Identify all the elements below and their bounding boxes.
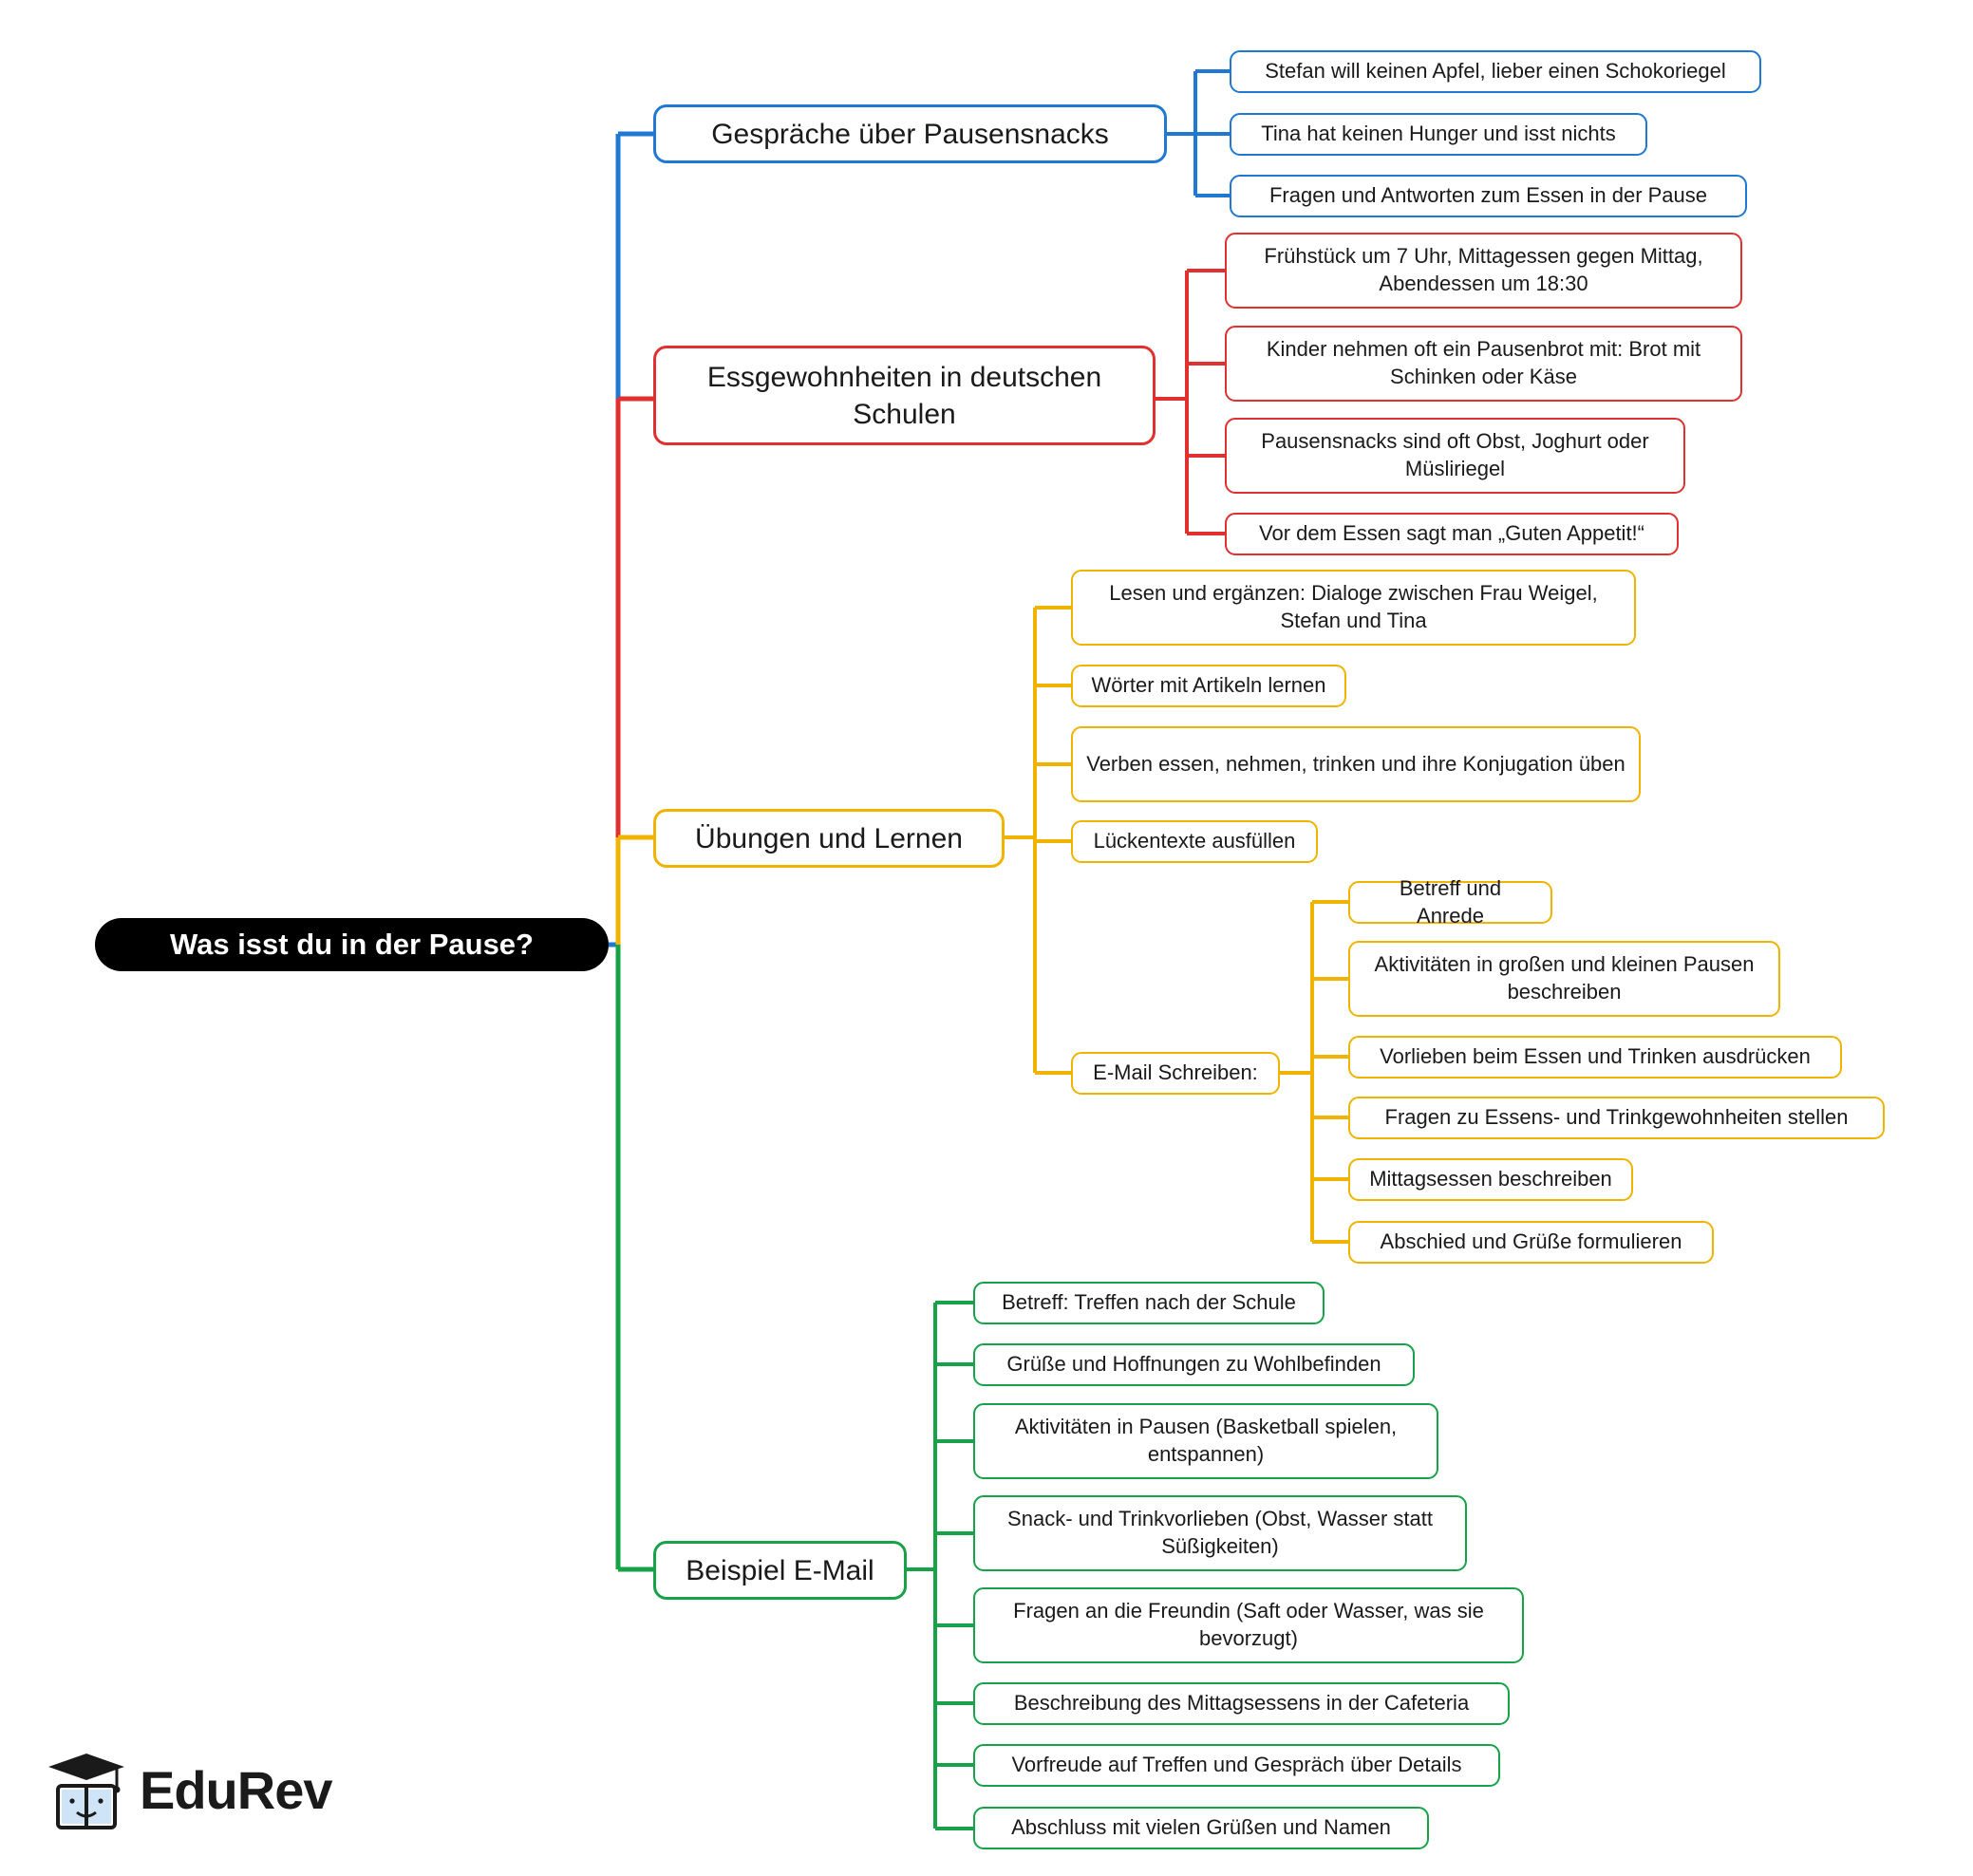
- subleaf-label: Fragen zu Essens- und Trinkgewohnheiten stellen: [1384, 1105, 1849, 1130]
- leaf-label: Fragen an die Freundin (Saft oder Wasser, was sie bevorzugt): [1013, 1599, 1484, 1650]
- subleaf-node[interactable]: [1348, 941, 1780, 1017]
- leaf-label: Kinder nehmen oft ein Pausenbrot mit: Brot mit Schinken oder Käse: [1266, 337, 1701, 388]
- leaf-node[interactable]: [1230, 175, 1747, 217]
- leaf-node[interactable]: [973, 1495, 1467, 1571]
- branch-node-beispiel-email[interactable]: [653, 1541, 907, 1600]
- leaf-label: Tina hat keinen Hunger und isst nichts: [1261, 122, 1616, 146]
- leaf-label: Betreff: Treffen nach der Schule: [1002, 1290, 1296, 1315]
- root-label: Was isst du in der Pause?: [169, 927, 534, 961]
- leaf-node-email-schreiben[interactable]: [1071, 1052, 1280, 1095]
- graduation-cap-book-icon: [43, 1746, 130, 1833]
- leaf-node[interactable]: [1071, 570, 1636, 646]
- subleaf-label: Betreff und Anrede: [1399, 875, 1502, 928]
- leaf-node[interactable]: [1225, 233, 1742, 309]
- leaf-node[interactable]: [973, 1282, 1325, 1324]
- branch-label: Essgewohnheiten in deutschen Schulen: [706, 361, 1102, 430]
- leaf-node[interactable]: [973, 1403, 1438, 1479]
- leaf-label: Wörter mit Artikeln lernen: [1091, 673, 1326, 698]
- leaf-node[interactable]: [1225, 418, 1685, 494]
- subleaf-node[interactable]: [1348, 1036, 1842, 1079]
- subleaf-label: Mittagsessen beschreiben: [1369, 1167, 1612, 1191]
- subleaf-node[interactable]: [1348, 875, 1552, 928]
- branch-node-uebungen[interactable]: [653, 809, 1005, 868]
- branch-label: Übungen und Lernen: [695, 822, 963, 854]
- brand-name: EduRev: [140, 1759, 332, 1820]
- branch-label: Gespräche über Pausensnacks: [711, 118, 1109, 150]
- leaf-node[interactable]: [1225, 326, 1742, 402]
- leaf-label: Verben essen, nehmen, trinken und ihre Konjugation üben: [1086, 751, 1625, 776]
- leaf-label: Snack- und Trinkvorlieben (Obst, Wasser statt Süßigkeiten): [1007, 1507, 1433, 1558]
- leaf-node[interactable]: [973, 1343, 1415, 1386]
- leaf-label: Fragen und Antworten zum Essen in der Pause: [1268, 183, 1708, 208]
- subleaf-node[interactable]: [1348, 1221, 1714, 1264]
- subleaf-node[interactable]: [1348, 1097, 1885, 1139]
- leaf-label: Vor dem Essen sagt man „Guten Appetit!“: [1259, 521, 1644, 546]
- leaf-label: Abschluss mit vielen Grüßen und Namen: [1011, 1815, 1391, 1840]
- leaf-label: Lückentexte ausfüllen: [1093, 829, 1296, 854]
- leaf-label: Grüße und Hoffnungen zu Wohlbefinden: [1006, 1352, 1381, 1377]
- subleaf-label: Abschied und Grüße formulieren: [1380, 1229, 1682, 1254]
- branch-node-essgewohnheiten[interactable]: [653, 346, 1156, 445]
- subleaf-label: Aktivitäten in großen und kleinen Pausen beschreiben: [1374, 952, 1755, 1004]
- leaf-label: Stefan will keinen Apfel, lieber einen Schokoriegel: [1265, 59, 1726, 84]
- leaf-label: E-Mail Schreiben:: [1093, 1060, 1258, 1085]
- edurev-logo: [43, 1737, 404, 1842]
- leaf-label: Beschreibung des Mittagsessens in der Cafeteria: [1013, 1691, 1470, 1716]
- leaf-label: Frühstück um 7 Uhr, Mittagessen gegen Mittag, Abendessen um 18:30: [1264, 244, 1703, 295]
- subleaf-node[interactable]: [1348, 1158, 1633, 1201]
- root-node[interactable]: [95, 918, 609, 971]
- leaf-node[interactable]: [1071, 820, 1318, 863]
- branch-label: Beispiel E-Mail: [686, 1554, 874, 1586]
- leaf-label: Pausensnacks sind oft Obst, Joghurt oder Müsliriegel: [1261, 429, 1649, 480]
- leaf-node[interactable]: [973, 1807, 1429, 1849]
- leaf-node[interactable]: [973, 1587, 1524, 1663]
- leaf-label: Vorfreude auf Treffen und Gespräch über Details: [1011, 1753, 1462, 1777]
- leaf-node[interactable]: [1230, 113, 1647, 156]
- branch-node-gespraeche[interactable]: [653, 104, 1167, 163]
- leaf-label: Lesen und ergänzen: Dialoge zwischen Frau Weigel, Stefan und Tina: [1109, 581, 1598, 632]
- leaf-node[interactable]: [973, 1744, 1500, 1787]
- leaf-node[interactable]: [1071, 726, 1641, 802]
- subleaf-label: Vorlieben beim Essen und Trinken ausdrücken: [1380, 1044, 1811, 1069]
- leaf-node[interactable]: [1225, 513, 1679, 555]
- leaf-label: Aktivitäten in Pausen (Basketball spielen, entspannen): [1014, 1415, 1398, 1466]
- leaf-node[interactable]: [1230, 50, 1761, 93]
- leaf-node[interactable]: [1071, 665, 1346, 707]
- leaf-node[interactable]: [973, 1682, 1510, 1725]
